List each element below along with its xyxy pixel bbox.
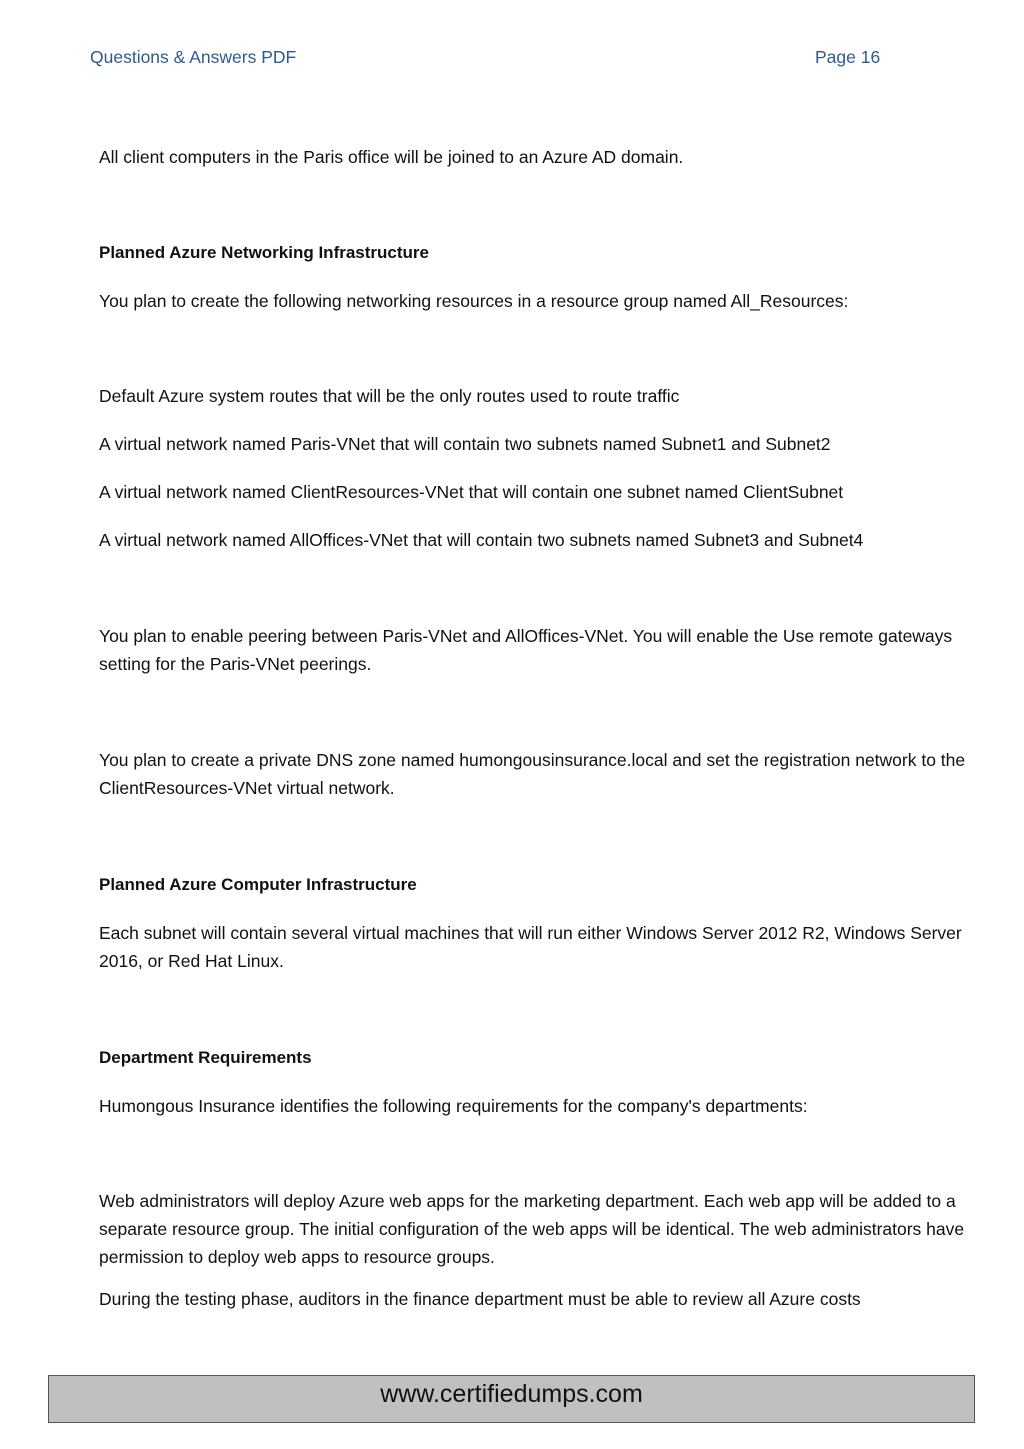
page-number: Page 16 [815, 47, 881, 67]
list-item-clientresources-vnet: A virtual network named ClientResources-VNet that will contain one subnet named ClientSubnet [99, 482, 844, 502]
paragraph-auditors: During the testing phase, auditors in the finance department must be able to review all Azure costs [99, 1289, 861, 1309]
paragraph-paris-clients: All client computers in the Paris office will be joined to an Azure AD domain. [99, 147, 684, 167]
header-title: Questions & Answers PDF [90, 47, 297, 67]
heading-department-requirements: Department Requirements [99, 1048, 312, 1067]
paragraph-networking-intro: You plan to create the following networking resources in a resource group named All_Resources: [99, 291, 849, 311]
list-item-system-routes: Default Azure system routes that will be the only routes used to route traffic [99, 386, 680, 406]
footer-url[interactable]: www.certifiedumps.com [380, 1380, 643, 1408]
heading-networking: Planned Azure Networking Infrastructure [99, 243, 429, 262]
list-item-paris-vnet: A virtual network named Paris-VNet that will contain two subnets named Subnet1 and Subnet2 [99, 434, 831, 454]
paragraph-requirements-intro: Humongous Insurance identifies the following requirements for the company's departments: [99, 1096, 808, 1116]
paragraph-peering: You plan to enable peering between Paris-VNet and AllOffices-VNet. You will enable the Use remote gateways setting for the Paris-VNet peerings. [99, 626, 953, 674]
list-item-alloffices-vnet: A virtual network named AllOffices-VNet that will contain two subnets named Subnet3 and Subnet4 [99, 530, 864, 550]
paragraph-web-admins: Web administrators will deploy Azure web apps for the marketing department. Each web app will be added to a separate resource group. The initial configuration of the web apps will be identical. The web administrators have permission to deploy web apps to resource groups. [99, 1191, 965, 1267]
footer-banner [48, 1375, 975, 1423]
paragraph-dns-zone: You plan to create a private DNS zone named humongousinsurance.local and set the registration network to the ClientResources-VNet virtual network. [99, 750, 966, 798]
paragraph-subnet-vms: Each subnet will contain several virtual machines that will run either Windows Server 2012 R2, Windows Server 2016, or Red Hat Linux. [99, 923, 962, 971]
heading-compute: Planned Azure Computer Infrastructure [99, 875, 417, 894]
